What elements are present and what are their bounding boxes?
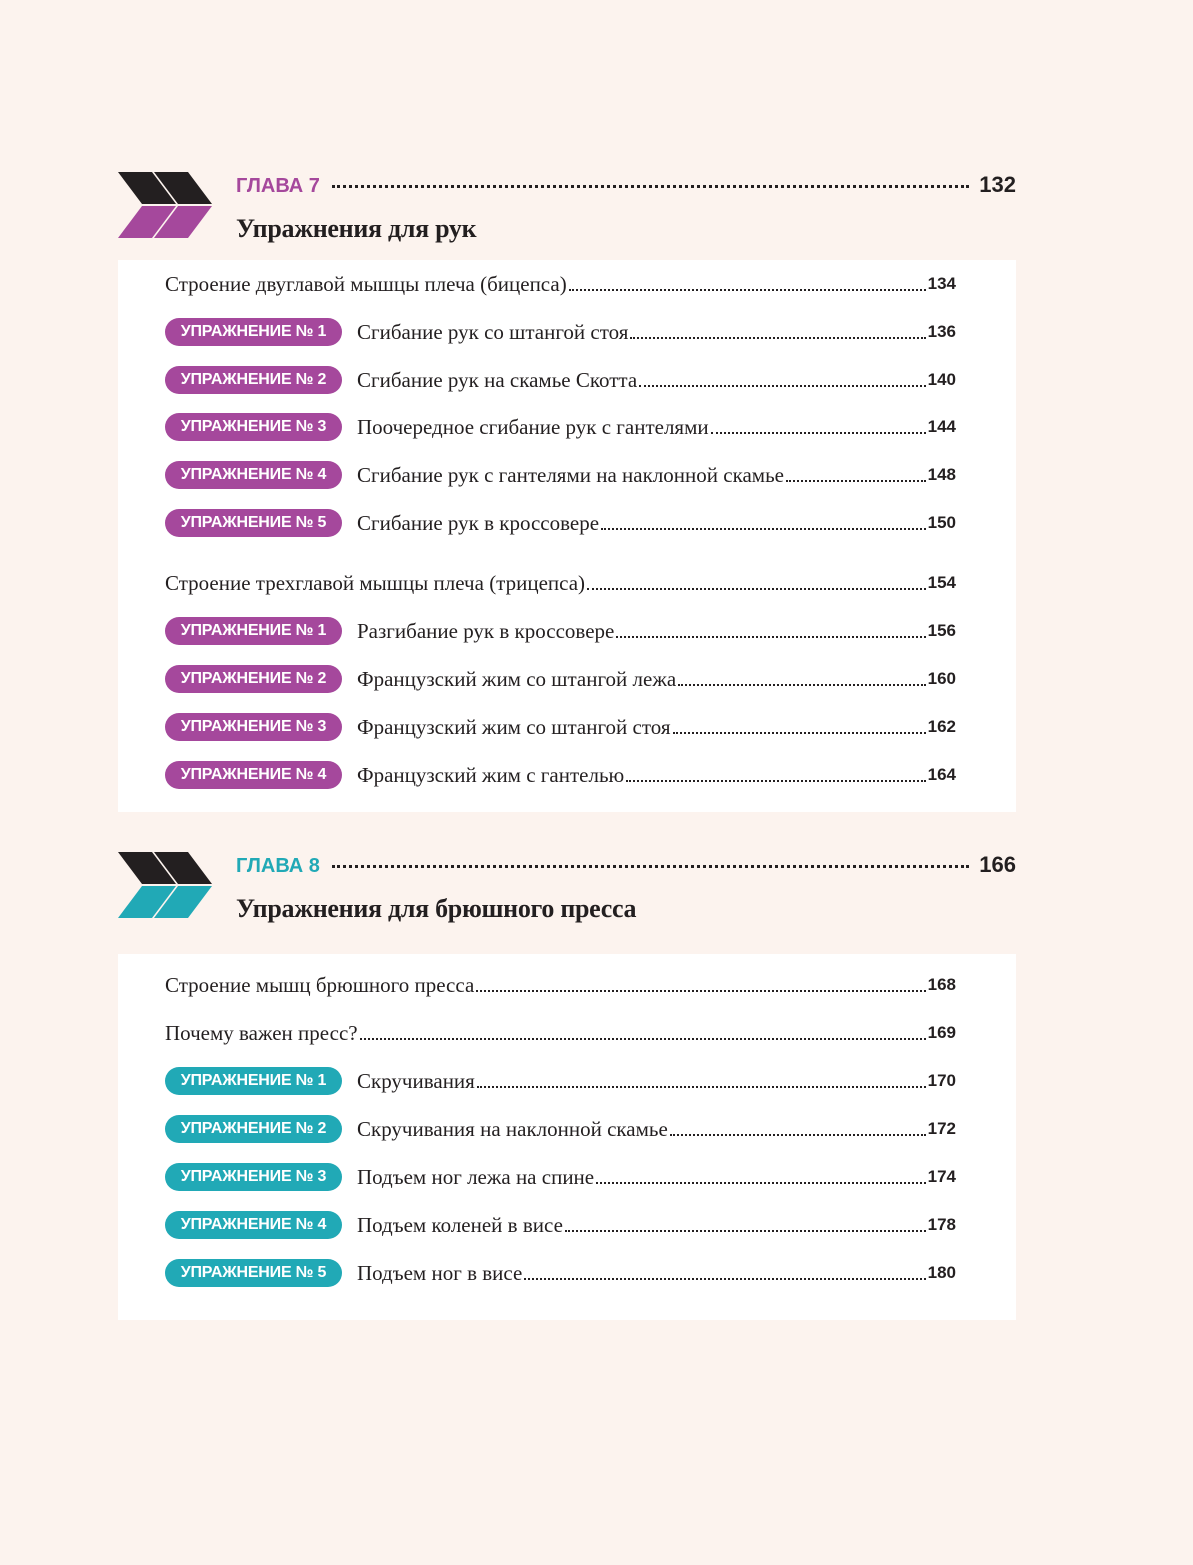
exercise-badge: УПРАЖНЕНИЕ № 5 <box>165 1259 342 1287</box>
toc-entry[interactable] <box>165 316 956 348</box>
entry-title: Сгибание рук в кроссовере <box>357 510 600 535</box>
entry-page: 134 <box>927 274 956 293</box>
dot-leader <box>626 780 925 782</box>
dot-leader <box>332 185 969 188</box>
entry-page: 164 <box>927 765 956 784</box>
toc-entry[interactable] <box>165 507 956 539</box>
entry-title: Строение двуглавой мышцы плеча (бицепса) <box>165 271 567 296</box>
chapter-label: ГЛАВА 7 <box>236 175 320 197</box>
dot-leader <box>786 480 926 482</box>
toc-entry[interactable] <box>165 1065 956 1097</box>
dot-leader <box>630 337 925 339</box>
dot-leader <box>670 1134 926 1136</box>
exercise-badge: УПРАЖНЕНИЕ № 1 <box>165 318 342 346</box>
entry-page: 154 <box>927 573 956 592</box>
dot-leader <box>596 1182 926 1184</box>
entry-title: Французский жим со штангой стоя <box>357 714 671 739</box>
entry-page: 174 <box>927 1167 956 1186</box>
entry-title: Разгибание рук в кроссовере <box>357 618 615 643</box>
entry-title: Подъем ног в висе <box>357 1260 523 1285</box>
dot-leader <box>524 1278 925 1280</box>
dot-leader <box>678 684 925 686</box>
entry-page: 162 <box>927 717 956 736</box>
exercise-badge: УПРАЖНЕНИЕ № 3 <box>165 1163 342 1191</box>
double-chevron-icon <box>118 852 214 920</box>
toc-entry[interactable] <box>165 1161 956 1193</box>
dot-leader <box>332 865 969 868</box>
entry-title: Скручивания на наклонной скамье <box>357 1116 668 1141</box>
exercise-badge: УПРАЖНЕНИЕ № 2 <box>165 366 342 394</box>
toc-entry[interactable] <box>165 364 956 396</box>
entry-page: 160 <box>927 669 956 688</box>
entry-page: 150 <box>927 513 956 532</box>
dot-leader <box>587 588 926 590</box>
toc-entry[interactable] <box>165 615 956 647</box>
entry-title: Сгибание рук с гантелями на наклонной скамье <box>357 462 784 487</box>
dot-leader <box>673 732 926 734</box>
toc-entry[interactable] <box>165 663 956 695</box>
dot-leader <box>360 1038 926 1040</box>
exercise-badge: УПРАЖНЕНИЕ № 4 <box>165 461 342 489</box>
chapter-page-number: 166 <box>979 852 1016 877</box>
exercise-badge: УПРАЖНЕНИЕ № 4 <box>165 1211 342 1239</box>
entry-title: Подъем коленей в висе <box>357 1212 563 1237</box>
exercise-badge: УПРАЖНЕНИЕ № 5 <box>165 509 342 537</box>
chapter-7-header[interactable] <box>118 172 1016 252</box>
entry-page: 168 <box>927 975 956 994</box>
toc-entry[interactable] <box>165 1257 956 1289</box>
double-chevron-icon <box>118 172 214 240</box>
entry-page: 178 <box>927 1215 956 1234</box>
entry-page: 169 <box>927 1023 956 1042</box>
exercise-badge: УПРАЖНЕНИЕ № 1 <box>165 1067 342 1095</box>
toc-entry[interactable] <box>165 969 956 1001</box>
entry-title: Сгибание рук со штангой стоя <box>357 319 629 344</box>
entry-title: Почему важен пресс? <box>165 1020 358 1045</box>
toc-entry[interactable] <box>165 268 956 300</box>
exercise-badge: УПРАЖНЕНИЕ № 4 <box>165 761 342 789</box>
entry-page: 156 <box>927 621 956 640</box>
entry-page: 172 <box>927 1119 956 1138</box>
exercise-badge: УПРАЖНЕНИЕ № 3 <box>165 713 342 741</box>
toc-entry[interactable] <box>165 567 956 599</box>
entry-page: 140 <box>927 370 956 389</box>
chapter-page-number: 132 <box>979 172 1016 197</box>
dot-leader <box>616 636 925 638</box>
entry-title: Сгибание рук на скамье Скотта <box>357 367 638 392</box>
chapter-title: Упражнения для рук <box>236 214 477 243</box>
entry-title: Строение мышц брюшного пресса <box>165 972 475 997</box>
toc-entry[interactable] <box>165 759 956 791</box>
exercise-badge: УПРАЖНЕНИЕ № 2 <box>165 1115 342 1143</box>
exercise-badge: УПРАЖНЕНИЕ № 3 <box>165 413 342 441</box>
entry-page: 180 <box>927 1263 956 1282</box>
exercise-badge: УПРАЖНЕНИЕ № 1 <box>165 617 342 645</box>
entry-title: Французский жим со штангой лежа <box>357 666 677 691</box>
dot-leader <box>569 289 926 291</box>
dot-leader <box>476 990 925 992</box>
dot-leader <box>601 528 926 530</box>
entry-page: 144 <box>927 417 956 436</box>
toc-entry[interactable] <box>165 1113 956 1145</box>
dot-leader <box>565 1230 926 1232</box>
entry-title: Поочередное сгибание рук с гантелями <box>357 414 709 439</box>
entry-page: 148 <box>927 465 956 484</box>
chapter-8-header[interactable] <box>118 852 1016 932</box>
chapter-7-contents <box>118 260 1016 812</box>
dot-leader <box>639 385 925 387</box>
entry-title: Скручивания <box>357 1068 475 1093</box>
toc-entry[interactable] <box>165 411 956 443</box>
exercise-badge: УПРАЖНЕНИЕ № 2 <box>165 665 342 693</box>
toc-entry[interactable] <box>165 1017 956 1049</box>
entry-page: 136 <box>927 322 956 341</box>
toc-entry[interactable] <box>165 1209 956 1241</box>
entry-title: Подъем ног лежа на спине <box>357 1164 595 1189</box>
chapter-label: ГЛАВА 8 <box>236 855 320 877</box>
toc-entry[interactable] <box>165 459 956 491</box>
chapter-title: Упражнения для брюшного пресса <box>236 894 637 923</box>
chapter-8-contents <box>118 954 1016 1320</box>
entry-title: Строение трехглавой мышцы плеча (трицепса) <box>165 570 586 595</box>
entry-title: Французский жим с гантелью <box>357 762 625 787</box>
toc-entry[interactable] <box>165 711 956 743</box>
dot-leader <box>477 1086 926 1088</box>
dot-leader <box>711 432 926 434</box>
entry-page: 170 <box>927 1071 956 1090</box>
